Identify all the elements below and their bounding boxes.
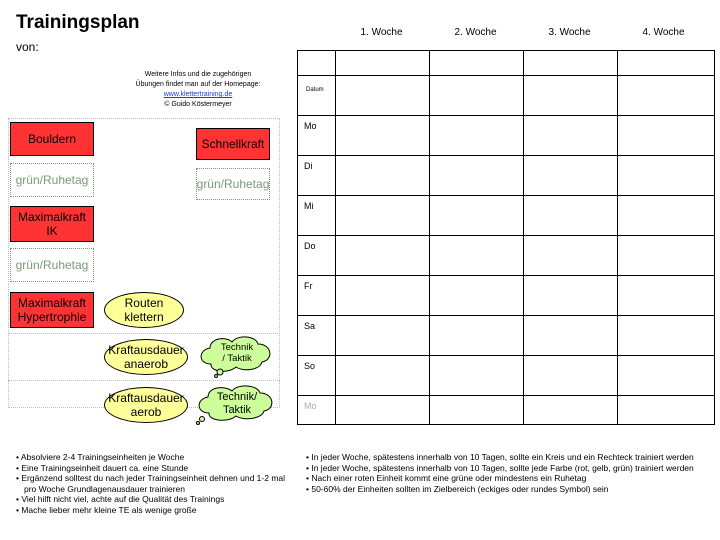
kaae-line-2: aerob [130,405,162,419]
week-1-header: 1. Woche [360,27,403,38]
note-right-2: • In jeder Woche, spätestens innerhalb von 10 Tagen, sollte jede Farbe (rot, gelb, grün) trainiert werden [306,463,710,474]
day-mo-next: Mo [304,401,317,411]
note-right-4: • 50-60% der Einheiten sollten im Zielbereich (eckiges oder rundes Symbol) sein [306,484,710,495]
schnellkraft-label: Schnellkraft [201,137,265,151]
ruhetag-label-1: grün/Ruhetag [15,173,89,187]
technik-label-2: Technik/ Taktik [216,391,258,416]
day-di: Di [304,161,313,171]
author-credit: © Guido Köstermeyer [164,101,232,108]
routen-klettern-unit[interactable] [104,292,184,328]
routen-line-2: klettern [124,310,164,324]
info-line-2: Übungen findet man auf der Homepage: [135,81,261,88]
kaan-line-1: Kraftausdauer [108,343,184,357]
info-block [118,70,278,110]
note-left-4: • Viel hilft nicht viel, achte auf die Qualität des Trainings [16,494,286,505]
homepage-link[interactable]: www.klettertraining.de [163,91,233,98]
ruhetag-label-2: grün/Ruhetag [196,177,270,191]
panel-divider-2 [8,380,280,381]
notes-right [306,452,710,494]
week-2-header: 2. Woche [454,27,497,38]
bouldern-label: Bouldern [27,132,77,146]
note-left-1: • Absolviere 2-4 Trainingseinheiten je Woche [16,452,286,463]
day-so: So [304,361,316,371]
ruhetag-label-3: grün/Ruhetag [15,258,89,272]
maxik-line-2: IK [46,224,58,238]
maximalkraft-hypertrophie-unit[interactable] [10,292,94,328]
week-4-header: 4. Woche [642,27,685,38]
note-right-3: • Nach einer roten Einheit kommt eine grüne oder mindestens ein Ruhetag [306,473,710,484]
week-3-header: 3. Woche [548,27,591,38]
day-do: Do [304,241,316,251]
week-header [297,22,715,52]
note-left-2: • Eine Trainingseinheit dauert ca. eine Stunde [16,463,286,474]
routen-line-1: Routen [124,296,164,310]
note-left-5: • Mache lieber mehr kleine TE als wenige große [16,505,286,516]
maximalkraft-ik-unit[interactable] [10,206,94,242]
day-mo: Mo [304,121,317,131]
page-title: Trainingsplan [16,12,140,33]
kaae-line-1: Kraftausdauer [108,391,184,405]
day-sa: Sa [304,321,316,331]
maxhyp-line-1: Maximalkraft [17,296,86,310]
technik-label-1: Technik / Taktik [220,342,254,364]
info-line-1: Weitere Infos und die zugehörigen [144,71,252,78]
day-mi: Mi [304,201,314,211]
ruhetag-unit-2[interactable] [196,168,270,200]
maxhyp-line-2: Hypertrophie [17,310,87,324]
kraftausdauer-aerob-unit[interactable] [104,387,188,423]
note-left-3: • Ergänzend solltest du nach jeder Trainingseinheit dehnen und 1-2 mal pro Woche Grundlagenausdauer trainieren [16,473,286,494]
maxik-line-1: Maximalkraft [17,210,86,224]
notes-left [16,452,286,515]
ruhetag-unit-1[interactable] [10,163,94,197]
ruhetag-unit-3[interactable] [10,248,94,282]
note-right-1: • In jeder Woche, spätestens innerhalb von 10 Tagen, sollte ein Kreis und ein Rechteck trainiert werden [306,452,710,463]
kaan-line-2: anaerob [123,357,169,371]
von-label: von: [16,40,39,54]
datum-label: Datum [306,87,324,93]
day-fr: Fr [304,281,313,291]
bouldern-unit[interactable] [10,122,94,156]
kraftausdauer-anaerob-unit[interactable] [104,339,188,375]
schnellkraft-unit[interactable] [196,128,270,160]
schedule-grid [297,50,715,425]
